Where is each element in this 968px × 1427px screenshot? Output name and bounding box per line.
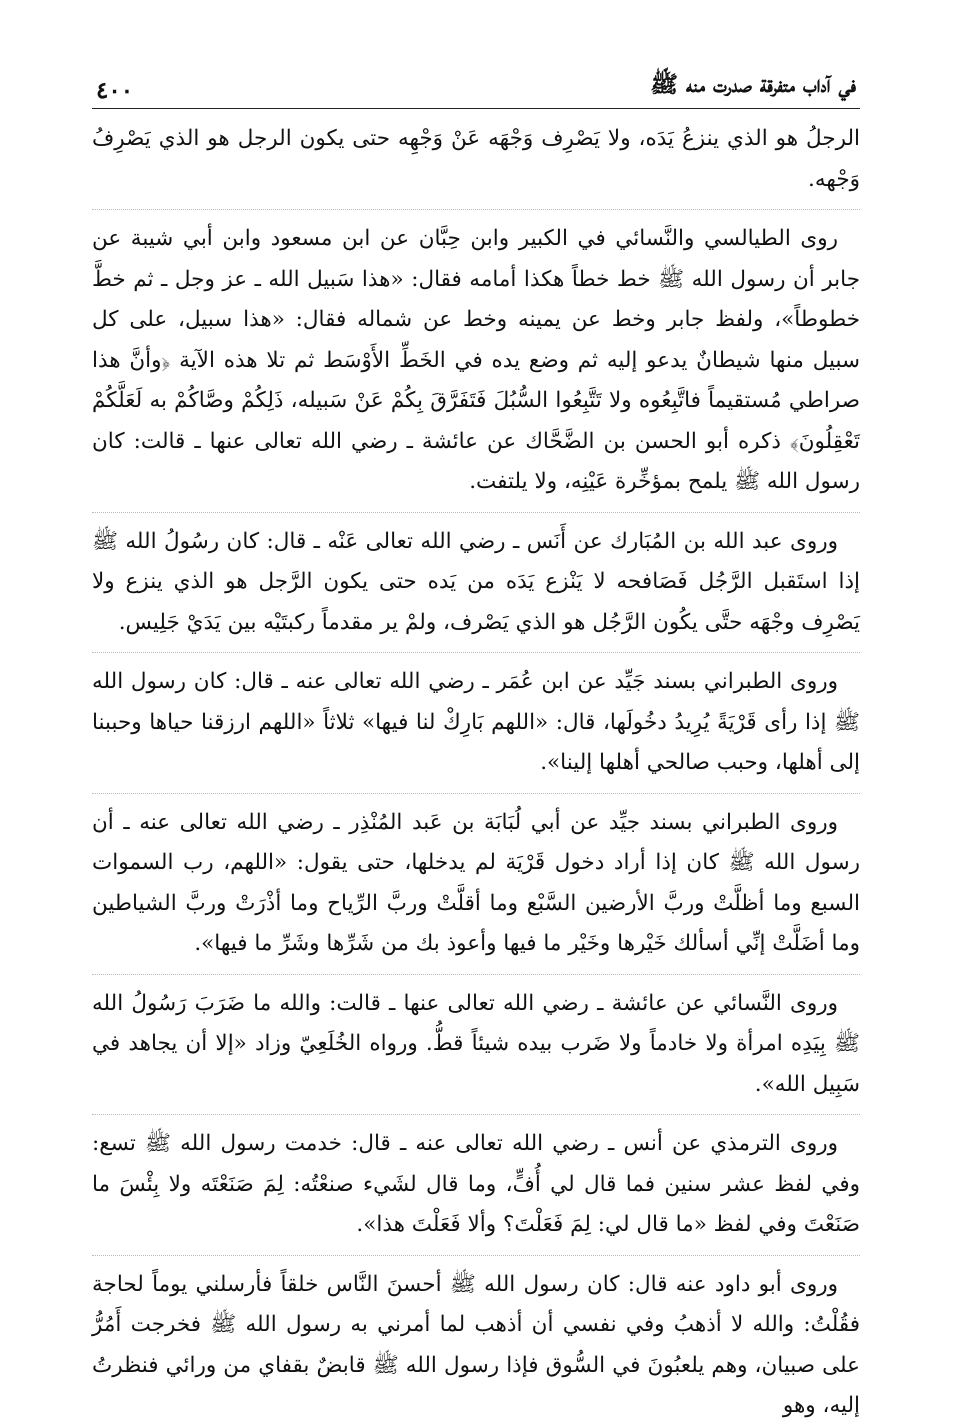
paragraph-divider [92,652,860,653]
running-title: في آداب متفرقة صدرت منه ﷺ [650,71,856,98]
page-body [92,119,860,1427]
page-header [92,70,860,109]
paragraph-divider [92,209,860,210]
paragraph: وروى عبد الله بن المُبَارك عن أَنَس ـ رضي الله تعالى عَنْه ـ قال: كان رسُولُ الله ﷺ إذا استَقبل الرَّجُل فَصَافحه لا يَنْزع يَدَه من يَده حتى يكون الرَّجل هو الذي ينزع ولا يَصْرِف وجْهَه حتَّى يكُون الرَّجُل هو الذي يَصْرف، ولمْ ير مقدماً ركبتَيْه بين يَدَيْ جَلِيس. [92,528,860,635]
paragraph-divider [92,1255,860,1256]
paragraph: وروى الطبراني بسند جَيِّد عن ابن عُمَر ـ رضي الله تعالى عنه ـ قال: كان رسول الله ﷺ إذا رأى قَرْيَةً يُرِيدُ دخُولَها، قال: «اللهم بَارِكْ لنا فيها» ثلاثاً «اللهم ارزقنا حياها وحببنا إلى أهلها، وحبب صالحي أهلها إلينا». [92,669,860,775]
paragraph-divider [92,974,860,975]
paragraph: وروى الطبراني بسند جيِّد عن أبي لُبَابَة بن عَبد المُنْذِر ـ رضي الله تعالى عنه ـ أن رسول الله ﷺ كان إذا أراد دخول قَرْيَة لم يدخلها، حتى يقول: «اللهم، رب السموات السبع وما أظلَّتْ وربَّ الأرضين السَّبْع وما أقلَّتْ وربَّ الرِّياح وما أذْرَتْ وربَّ الشياطين وما أضَلَّتْ إنِّي أسألك خَيْرها وخَيْر ما فيها وأعوذ بك من شَرِّها وشَرِّ ما فيها». [92,809,860,956]
paragraph: روى الطيالسي والنَّسائي في الكبير وابن حِبَّان عن ابن مسعود وابن أبي شيبة عن جابر أن رسول الله ﷺ خط خطاً هكذا أمامه فقال: «هذا سَبيل الله ـ عز وجل ـ ثم خطَّ خطوطاً»، ولفظ جابر وخط عن يمينه وخط عن شماله فقال: «هذا سبيل، على كل سبيل منها شيطانٌ يدعو إليه ثم وضع يده في الخَطِّ الأَوْسَط ثم تلا هذه الآية ﴿وأنَّ هذا صراطي مُستقيماً فاتَّبِعُوه ولا تَتَّبِعُوا السُّبُلَ فَتَفَرَّقَ بِكُمْ عَنْ سَبيله، ذَلِكُمْ وصَّاكُمْ به لَعَلَّكُمْ تَعْقِلُونَ﴾ ذكره أبو الحسن بن الضَّحَّاك عن عائشة ـ رضي الله تعالى عنها ـ قالت: كان رسول الله ﷺ يلمح بمؤخِّرة عَيْنِه، ولا يلتفت. [92,226,860,494]
paragraph-divider [92,793,860,794]
paragraph: وروى الترمذي عن أنس ـ رضي الله تعالى عنه ـ قال: خدمت رسول الله ﷺ تسع: وفي لفظ عشر سنين فما قال لي أُفٍّ، وما قال لشَيء صنعْتُه: لِمَ صَنَعْتَه ولا بِئْسَ ما صَنَعْتَ وفي لفظ «ما قال لي: لِمَ فَعَلْتَ؟ وألا فَعَلْتَ هذا». [92,1131,860,1237]
paragraph: وروى النَّسائي عن عائشة ـ رضي الله تعالى عنها ـ قالت: والله ما ضَرَبَ رَسُولُ الله ﷺ بِيَدِه امرأة ولا خادماً ولا ضَرب بيده شيئاً قطُّ. ورواه الخُلَعِيّ وزاد «إلا أن يجاهد في سَبِيل الله». [92,990,860,1097]
paragraph: وروى أبو داود عنه قال: كان رسول الله ﷺ أحسنَ النَّاس خلقاً فأرسلني يوماً لحاجة فقُلْتُ: والله لا أذهبُ وفي نفسي أن أذهب لما أمرني به رسول الله ﷺ فخرجت أَمُرُّ على صبيان، وهم يلعبُونَ في السُّوق فإذا رسول الله ﷺ قابضٌ بقفاي من ورائي فنظرتُ إليه، وهو [92,1271,860,1418]
paragraph-divider [92,512,860,513]
page-number: ٤٠٠ [96,77,134,104]
paragraph-divider [92,1114,860,1115]
paragraph: الرجلُ هو الذي ينزعُ يَدَه، ولا يَصْرِف وَجْهَه عَنْ وَجْهِه حتى يكون الرجل هو الذي يَصْرِفُ وَجْهه. [92,126,860,192]
